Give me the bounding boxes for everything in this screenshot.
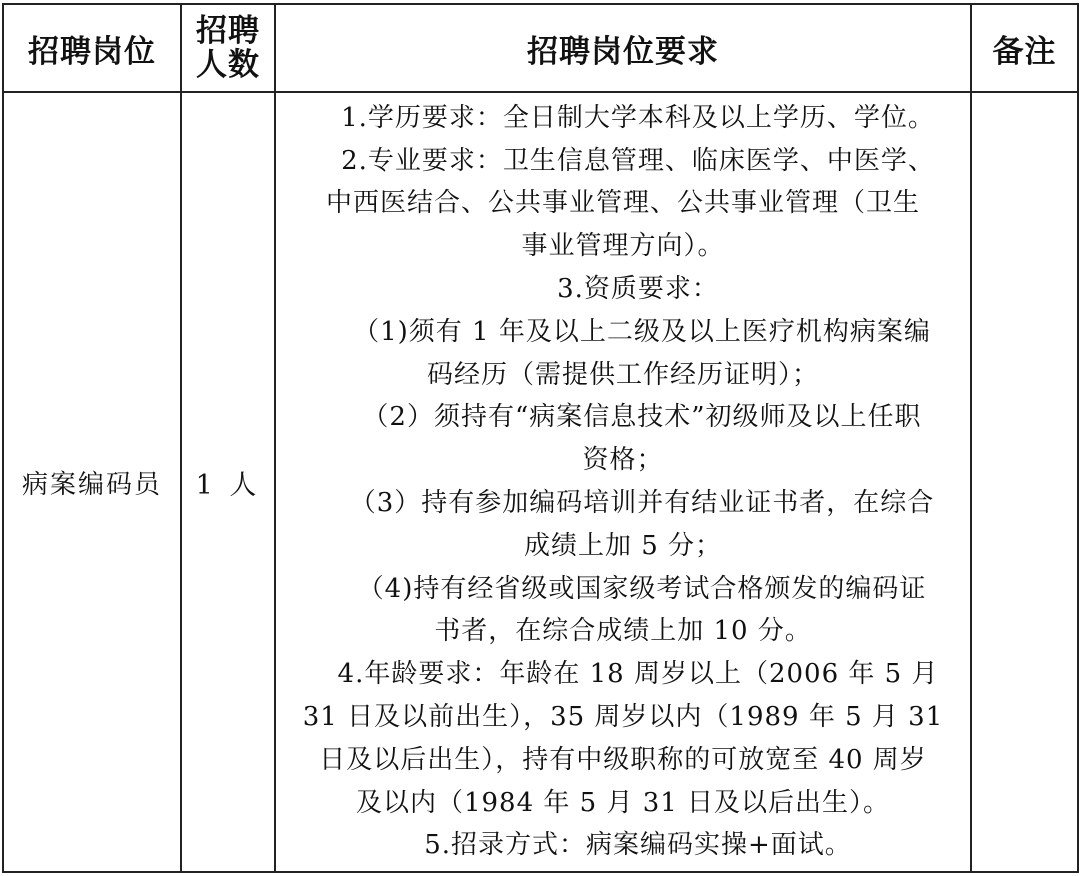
requirement-line: 1.学历要求：全日制大学本科及以上学历、学位。 bbox=[341, 102, 935, 133]
requirement-line: 资格； bbox=[582, 445, 664, 476]
requirement-line: 码经历（需提供工作经历证明）； bbox=[426, 359, 819, 390]
position-cell: 病案编码员 bbox=[3, 92, 181, 872]
requirement-line: 31 日及以前出生），35 周岁以内（1989 年 5 月 31 bbox=[302, 701, 944, 732]
requirement-line: 5.招录方式：病案编码实操+面试。 bbox=[424, 830, 852, 861]
requirement-line: 书者，在综合成绩上加 10 分。 bbox=[434, 616, 812, 647]
header-notes: 备注 bbox=[971, 4, 1078, 92]
notes-cell bbox=[971, 92, 1078, 872]
table-row bbox=[3, 92, 1078, 872]
requirement-line: 成绩上加 5 分； bbox=[523, 530, 723, 561]
requirement-line: 事业管理方向）。 bbox=[521, 231, 725, 262]
requirements-cell bbox=[275, 92, 971, 872]
recruitment-table bbox=[2, 3, 1079, 873]
requirement-line: （2）须持有“病案信息技术”初级师及以上任职 bbox=[362, 402, 922, 433]
requirement-line: 3.资质要求： bbox=[557, 274, 719, 305]
header-count bbox=[181, 4, 275, 92]
requirement-line: 日及以后出生），持有中级职称的可放宽至 40 周岁 bbox=[319, 744, 927, 775]
header-requirements: 招聘岗位要求 bbox=[275, 4, 971, 92]
requirement-line: （4)持有经省级或国家级考试合格颁发的编码证 bbox=[357, 573, 927, 604]
requirement-line: 4.年龄要求：年龄在 18 周岁以上（2006 年 5 月 bbox=[337, 659, 939, 690]
requirement-line: （1)须有 1 年及以上二级及以上医疗机构病案编 bbox=[353, 316, 931, 347]
requirement-line: 2.专业要求：卫生信息管理、临床医学、中医学、 bbox=[341, 145, 935, 176]
requirement-line: 及以内（1984 年 5 月 31 日及以后出生）。 bbox=[355, 787, 891, 818]
count-cell: 1 人 bbox=[181, 92, 275, 872]
header-count-line1: 招聘 bbox=[196, 13, 260, 49]
header-count-line2: 人数 bbox=[196, 47, 260, 83]
table-header-row bbox=[3, 4, 1078, 92]
header-position: 招聘岗位 bbox=[3, 4, 181, 92]
requirement-line: 中西医结合、公共事业管理、公共事业管理（卫生 bbox=[325, 188, 920, 219]
requirement-line: （3）持有参加编码培训并有结业证书者，在综合 bbox=[349, 488, 935, 518]
